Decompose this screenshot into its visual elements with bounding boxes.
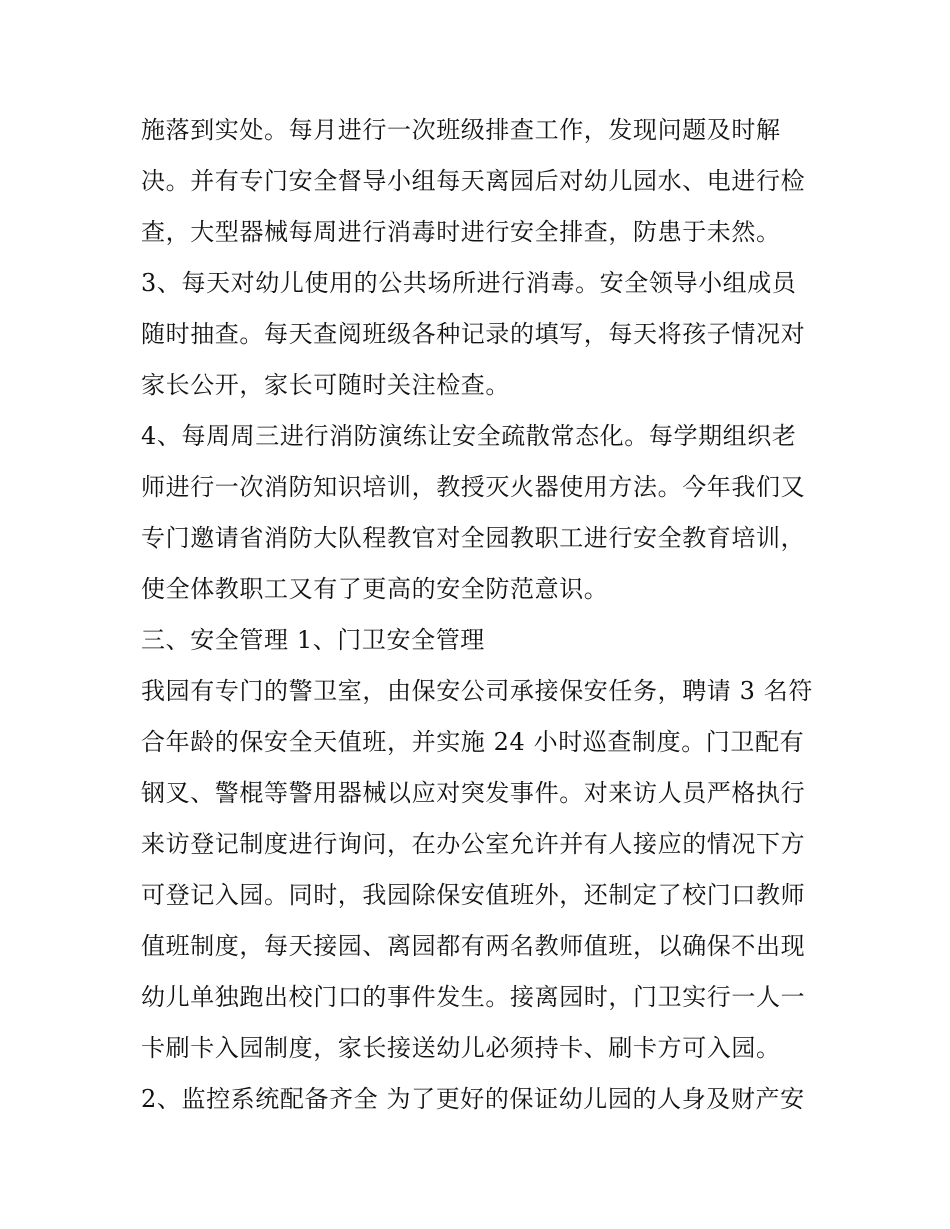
text-line: 师进行一次消防知识培训，教授灭火器使用方法。今年我们又 (141, 473, 806, 501)
text-line: 钢叉、警棍等警用器械以应对突发事件。对来访人员严格执行 (141, 779, 806, 807)
text-line: 2、监控系统配备齐全 为了更好的保证幼儿园的人身及财产安 (141, 1085, 805, 1113)
section-heading: 三、安全管理 1、门卫安全管理 (141, 626, 485, 654)
text-line: 幼儿单独跑出校门口的事件发生。接离园时，门卫实行一人一 (141, 983, 806, 1011)
text-line: 卡刷卡入园制度，家长接送幼儿必须持卡、刷卡方可入园。 (141, 1034, 781, 1062)
text-line: 我园有专门的警卫室，由保安公司承接保安任务，聘请 3 名符 (141, 677, 813, 705)
text-line: 家长公开，家长可随时关注检查。 (141, 371, 510, 399)
text-line: 来访登记制度进行询问，在办公室允许并有人接应的情况下方 (141, 830, 806, 858)
text-line: 使全体教职工又有了更高的安全防范意识。 (141, 575, 609, 603)
text-line: 查，大型器械每周进行消毒时进行安全排查，防患于未然。 (141, 218, 781, 246)
text-line: 施落到实处。每月进行一次班级排查工作，发现问题及时解 (141, 116, 781, 144)
text-line: 决。并有专门安全督导小组每天离园后对幼儿园水、电进行检 (141, 167, 806, 195)
text-line: 3、每天对幼儿使用的公共场所进行消毒。安全领导小组成员 (141, 269, 797, 297)
text-line: 4、每周周三进行消防演练让安全疏散常态化。每学期组织老 (141, 422, 797, 450)
text-line: 合年龄的保安全天值班，并实施 24 小时巡查制度。门卫配有 (141, 728, 805, 756)
text-line: 专门邀请省消防大队程教官对全园教职工进行安全教育培训， (141, 524, 806, 552)
text-line: 值班制度，每天接园、离园都有两名教师值班，以确保不出现 (141, 932, 806, 960)
text-line: 随时抽查。每天查阅班级各种记录的填写，每天将孩子情况对 (141, 320, 806, 348)
text-line: 可登记入园。同时，我园除保安值班外，还制定了校门口教师 (141, 881, 806, 909)
